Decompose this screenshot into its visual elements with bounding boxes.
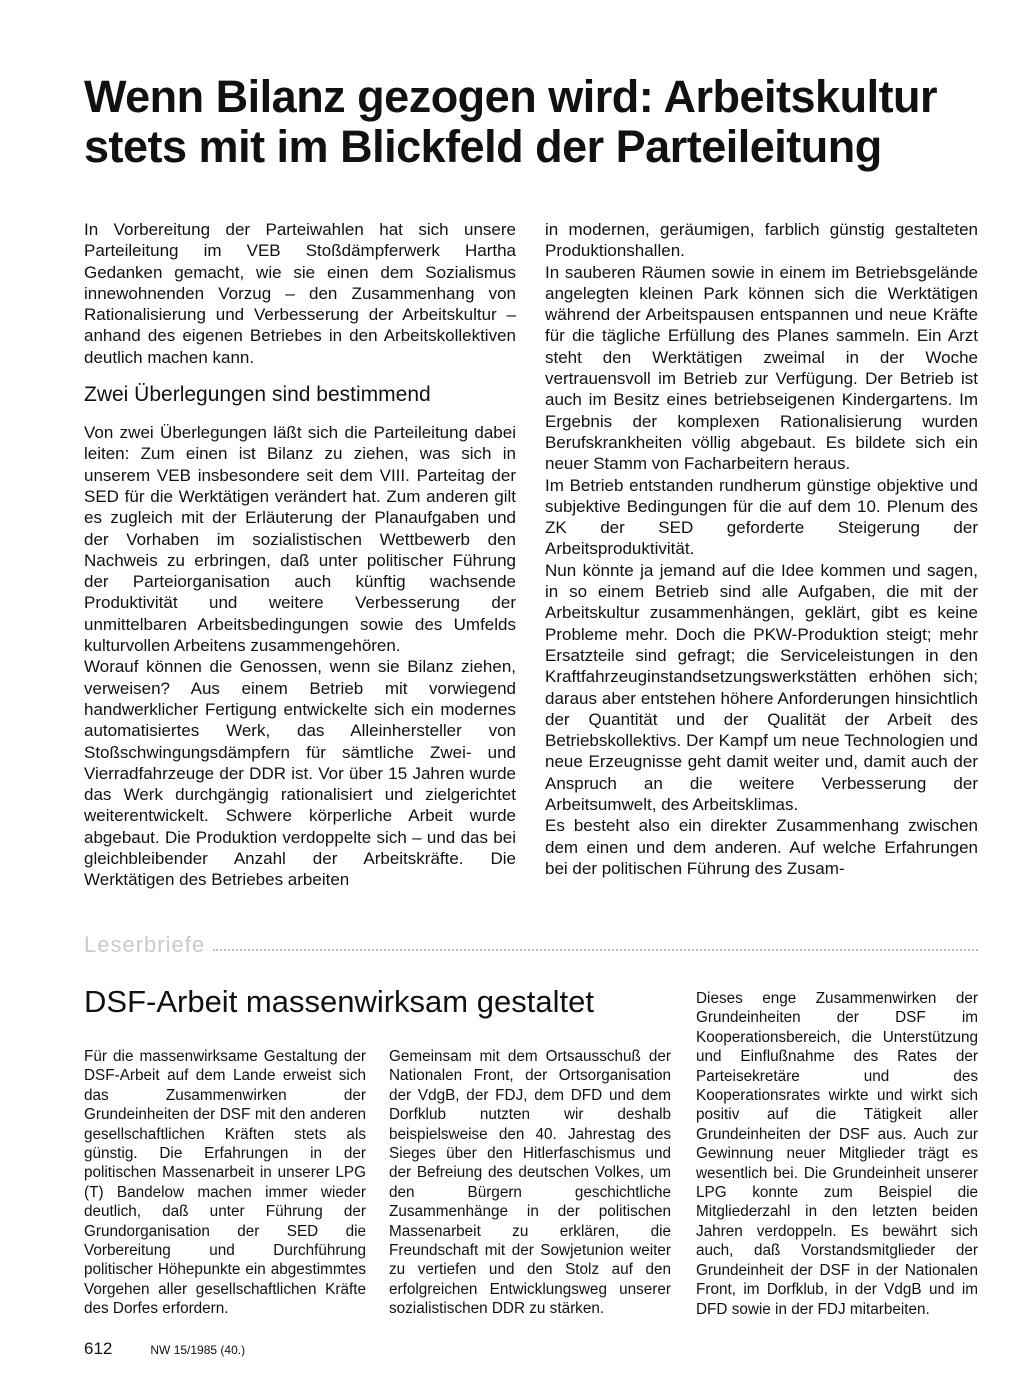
article-paragraph: In sauberen Räumen sowie in einem im Betriebsgelände angelegten kleinen Park können sich die Werktätigen während der Arbeitspausen entspannen und neue Kräfte für die tägliche Erfüllung des Planes sammeln. Ein Arzt steht den Werktätigen zweimal in der Woche vertrauensvoll im Betrieb zur Verfügung. Der Betrieb ist auch im Besitz eines betriebseigenen Kindergartens. Im Ergebnis der komplexen Rationalisierung wurden Berufskrankheiten völlig abgebaut. Es bildete sich ein neuer Stamm von Facharbeitern heraus. [545,262,978,474]
page-footer [84,1339,245,1359]
article-headline: Wenn Bilanz gezogen wird: Arbeitskultur stets mit im Blickfeld der Parteileitung [84,71,938,172]
article-paragraph: Von zwei Überlegungen läßt sich die Parteileitung dabei leiten: Zum einen ist Bilanz zu ziehen, was sich in unserem VEB insbesondere seit dem VIII. Parteitag der SED für die Werktätigen verändert hat. Zum anderen gilt es zugleich mit der Erläuterung der Planaufgaben und der Vorhaben im sozialistischen Wettbewerb den Nachweis zu erbringen, daß unter politischer Führung der Parteiorganisation auch künftig wachsende Produktivität und weitere Verbesserung der unmittelbaren Arbeitsbedingungen sowie des Umfelds kulturvollen Arbeitens zusammengehören. [84,423,516,656]
letter-column-1 [84,1047,366,1319]
page-number: 612 [84,1339,113,1358]
letter-paragraph: Gemeinsam mit dem Ortsausschuß der Nationalen Front, der Ortsorganisation der VdgB, der FDJ, dem DFD und dem Dorfklub nutzten wir deshalb beispielsweise den 40. Jahrestag des Sieges über den Hitlerfaschismus und der Befreiung des deutschen Volkes, um den Bürgern geschichtliche Zusammenhänge in der politischen Massenarbeit zu erklären, die Freundschaft mit der Sowjetunion weiter zu vertiefen und den Stolz auf den erfolgreichen Entwicklungsweg unserer sozialistischen DDR zu stärken. [389,1048,671,1318]
article-column-2 [545,219,978,879]
rubric-divider [213,949,978,951]
letter-headline: DSF-Arbeit massenwirksam gestaltet [84,984,594,1019]
article-paragraph: Worauf können die Genossen, wenn sie Bilanz ziehen, verweisen? Aus einem Betrieb mit vorwiegend handwerklicher Fertigung entwickelte sich ein modernes automatisiertes Werk, das Alleinhersteller von Stoßschwingungsdämpfern für sämtliche Zwei- und Vierradfahrzeuge der DDR ist. Vor über 15 Jahren wurde das Werk durchgängig rationalisiert und zielgerichtet weiterentwickelt. Schwere körperliche Arbeit wurde abgebaut. Die Produktion verdoppelte sich – und das bei gleichbleibender Anzahl der Arbeitskräfte. Die Werktätigen des Betriebes arbeiten [84,657,516,890]
article-column-1 [84,219,516,891]
article-paragraph: Es besteht also ein direkter Zusammenhang zwischen dem einen und dem anderen. Auf welche Erfahrungen bei der politischen Führung des Zusam- [545,816,978,878]
article-paragraph: Im Betrieb entstanden rundherum günstige objektive und subjektive Bedingungen für die auf dem 10. Plenum des ZK der SED geforderte Steigerung der Arbeitsproduktivität. [545,475,978,559]
letter-paragraph: Für die massenwirksame Gestaltung der DSF-Arbeit auf dem Lande erweist sich das Zusammenwirken der Grundeinheiten der DSF mit den anderen gesellschaftlichen Kräften stets als günstig. Die Erfahrungen in der politischen Massenarbeit in unserer LPG (T) Bandelow machen immer wieder deutlich, daß unter Führung der Grundorganisation der SED die Vorbereitung und Durchführung politischer Höhepunkte ein abgestimmtes Vorgehen aller gesellschaftlichen Kräfte des Dorfes erfordern. [84,1048,366,1318]
letter-paragraph: Dieses enge Zusammenwirken der Grundeinheiten der DSF im Kooperationsbereich, die Unterstützung und Einflußnahme des Rates der Parteisekretäre und des Kooperationsrates wirkte und wirkt sich positiv auf die Tätigkeit aller Grundeinheiten der DSF aus. Auch zur Gewinnung neuer Mitglieder trägt es wesentlich bei. Die Grundeinheit unserer LPG konnte zum Beispiel die Mitgliederzahl in den letzten beiden Jahren verdoppeln. Es bewährt sich auch, daß Vorstandsmitglieder der Grundeinheit der DSF in der Nationalen Front, im Dorfklub, in der VdgB und im DFD sowie in der FDJ mitarbeiten. [696,990,978,1318]
issue-reference: NW 15/1985 (40.) [150,1343,246,1357]
article-paragraph: in modernen, geräumigen, farblich günstig gestalteten Produktionshallen. [545,220,978,261]
letter-column-2 [389,1047,671,1319]
article-subheading: Zwei Überlegungen sind bestimmend [84,383,431,407]
letter-column-3 [696,989,978,1319]
article-intro-paragraph: In Vorbereitung der Parteiwahlen hat sich unsere Parteileitung im VEB Stoßdämpferwerk Hartha Gedanken gemacht, wie sie einen dem Sozialismus innewohnenden Vorzug – den Zusammenhang von Rationalisierung und Verbesserung der Arbeitskultur – anhand des eigenen Betriebes in den Arbeitskollektiven deutlich machen kann. [84,220,516,367]
article-paragraph: Nun könnte ja jemand auf die Idee kommen und sagen, in so einem Betrieb sind alle Aufgaben, die mit der Arbeitskultur zusammenhängen, geklärt, gibt es keine Probleme mehr. Doch die PKW-Produktion steigt; mehr Ersatzteile sind gefragt; die Serviceleistungen in den Kraftfahrzeuginstandsetzungswerkstätten erhöhen sich; daraus aber entstehen höhere Anforderungen hinsichtlich der Quantität und der Qualität der Arbeit des Betriebskollektivs. Der Kampf um neue Technologien und neue Erzeugnisse geht damit weiter und, damit auch der Anspruch an die weitere Verbesserung der Arbeitsumwelt, des Arbeitsklimas. [545,560,978,815]
rubric-label: Leserbriefe [84,932,206,957]
section-rubric [84,928,978,958]
